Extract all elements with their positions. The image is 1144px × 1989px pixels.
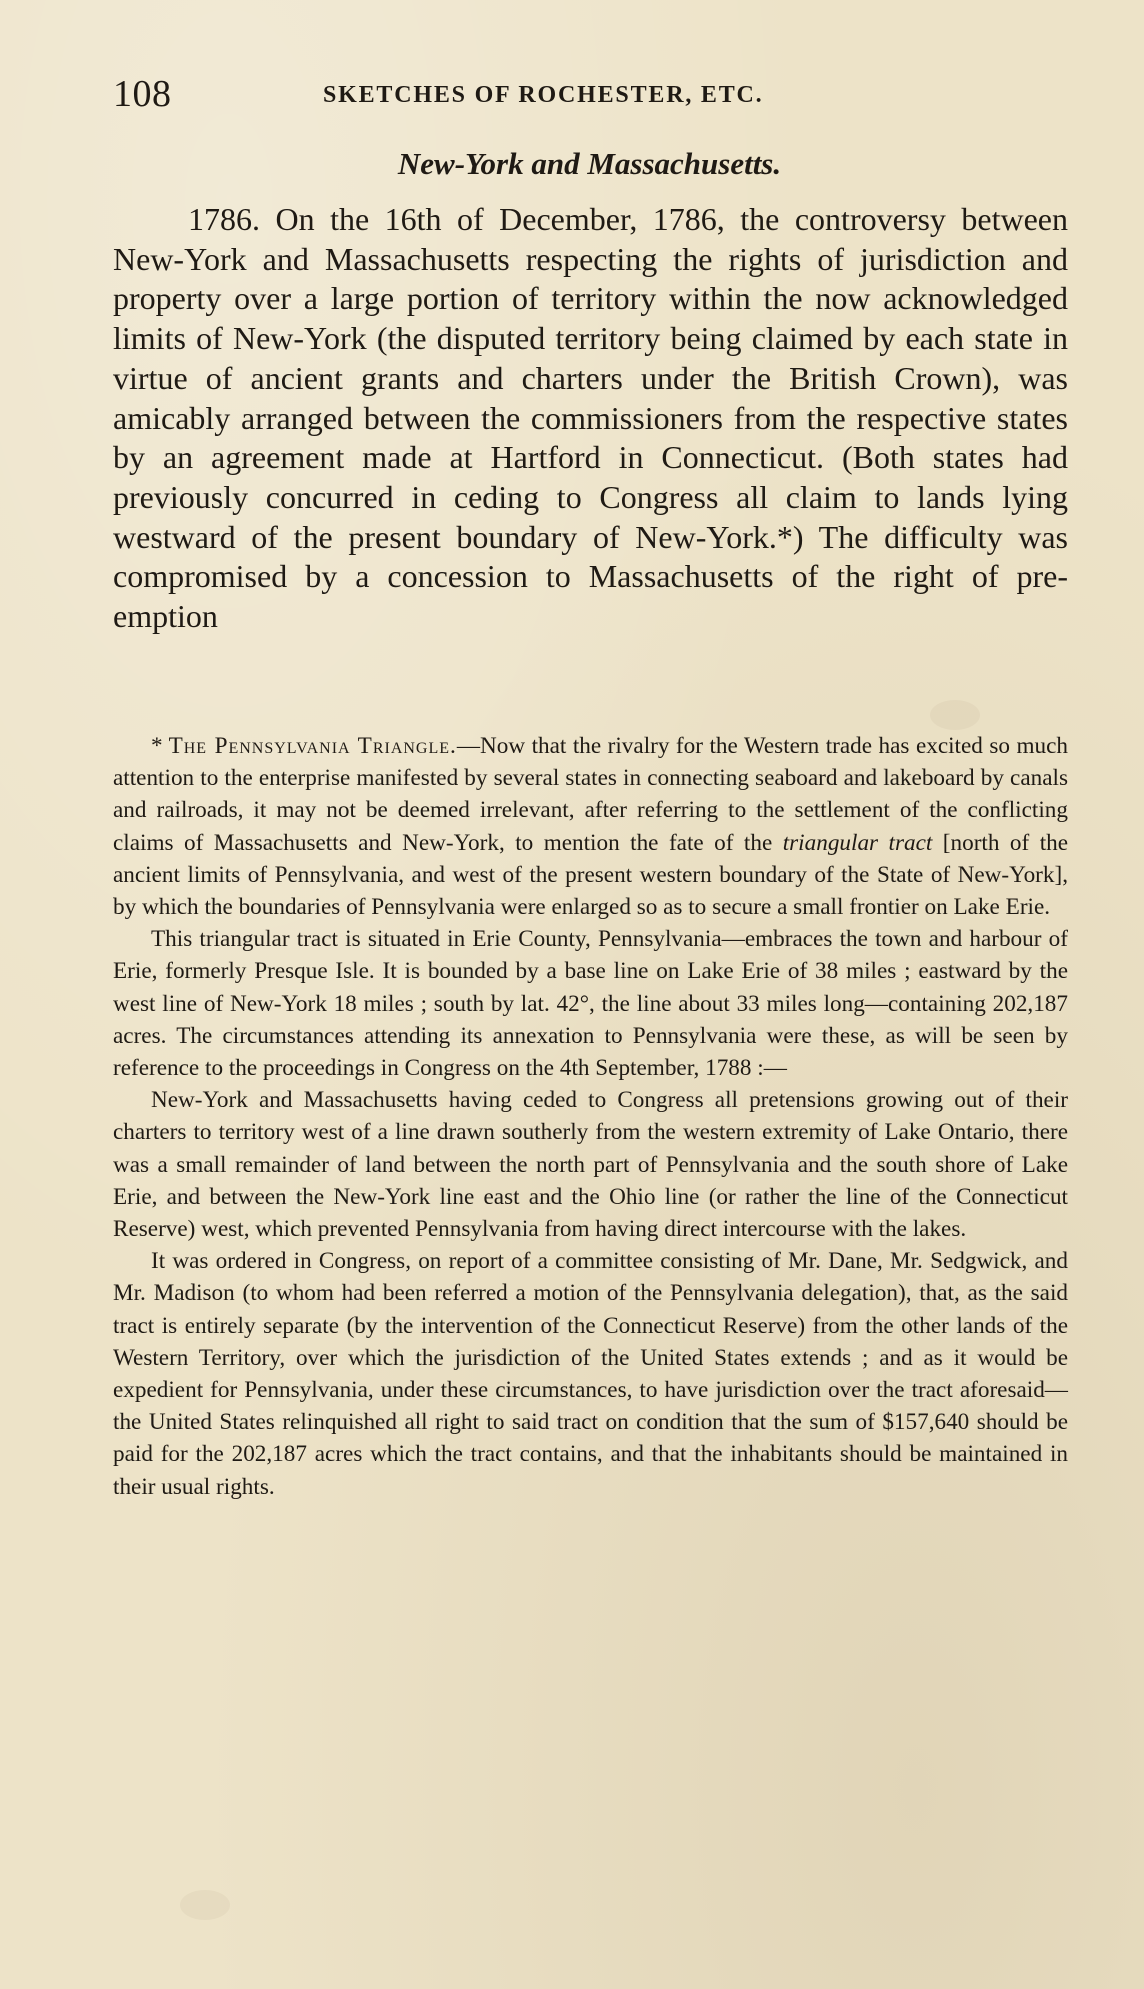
footnote-title: The Pennsylvania Triangle. — [168, 733, 457, 759]
footnote-text: [north of the ancient limits of Pennsylvania, and west of the present western boundary of the State of New-York], by which the boundaries of Pennsylvania were enlarged so as to secure a small frontier on Lake Erie. — [113, 829, 1069, 921]
footnote-italic-text: triangular tract — [782, 829, 933, 856]
year-heading: 1786. — [188, 201, 260, 237]
main-paragraph-text: On the 16th of December, 1786, the controversy between New-York and Massachusetts respecting the rights of jurisdiction and property over a large portion of territory within the now acknowledged limits of New-York (the disputed territory being claimed by each state in virtue of ancient grants and charters under the British Crown), was amicably arranged between the commissioners from the respective states by an agreement made at Hartford in Connecticut. (Both states had previously concurred in ceding to Congress all claim to lands lying westward of the present boundary of New-York.*) The difficulty was compromised by a concession to Massachusetts of the right of pre-emption — [113, 201, 1069, 635]
section-title: New-York and Massachusetts. — [397, 146, 782, 181]
footnote-paragraph-1 — [113, 730, 1068, 923]
paper-stain — [180, 1890, 230, 1920]
footnote-paragraph-3: New-York and Massachusetts having ceded to Congress all pretensions growing out of their charters to territory west of a line drawn southerly from the western extremity of Lake Ontario, there was a small remainder of land between the north part of Pennsylvania and the south shore of Lake Erie, and between the New-York line east and the Ohio line (or rather the line of the Connecticut Reserve) west, which prevented Pennsylvania from having direct intercourse with the lakes. — [113, 1087, 1068, 1243]
running-title: SKETCHES OF ROCHESTER, ETC. — [323, 82, 764, 108]
page-number: 108 — [113, 73, 172, 115]
footnote-text: —Now that the rivalry for the Western trade has excited so much attention to the enterprise manifested by several states in connecting seaboard and lakeboard by canals and railroads, it may not be deemed irrelevant, after referring to the settlement of the conflicting claims of Massachusetts and New-York, to mention the fate of the — [113, 733, 1068, 856]
footnote-paragraph-2: This triangular tract is situated in Erie County, Pennsylvania—embraces the town and harbour of Erie, formerly Presque Isle. It is bounded by a base line on Lake Erie of 38 miles ; eastward by the west line of New-York 18 miles ; south by lat. 42°, the line about 33 miles long—containing 202,187 acres. The circumstances attending its annexation to Pennsylvania were these, as will be seen by reference to the proceedings in Congress on the 4th September, 1788 :— — [113, 926, 1068, 1082]
paper-stain — [930, 700, 980, 730]
footnote-paragraph-4: It was ordered in Congress, on report of a committee consisting of Mr. Dane, Mr. Sedgwick, and Mr. Madison (to whom had been referred a motion of the Pennsylvania delegation), that, as the said tract is entirely separate (by the intervention of the Connecticut Reserve) from the other lands of the Western Territory, over which the jurisdiction of the United States extends ; and as it would be expedient for Pennsylvania, under these circumstances, to have jurisdiction over the tract aforesaid—the United States relinquished all right to said tract on condition that the sum of $157,640 should be paid for the 202,187 acres which the tract contains, and that the inhabitants should be maintained in their usual rights. — [113, 1248, 1068, 1500]
running-head — [113, 72, 1031, 115]
main-paragraph — [113, 200, 1068, 637]
footnote-symbol: * — [151, 733, 163, 759]
footnote — [113, 730, 1068, 1503]
